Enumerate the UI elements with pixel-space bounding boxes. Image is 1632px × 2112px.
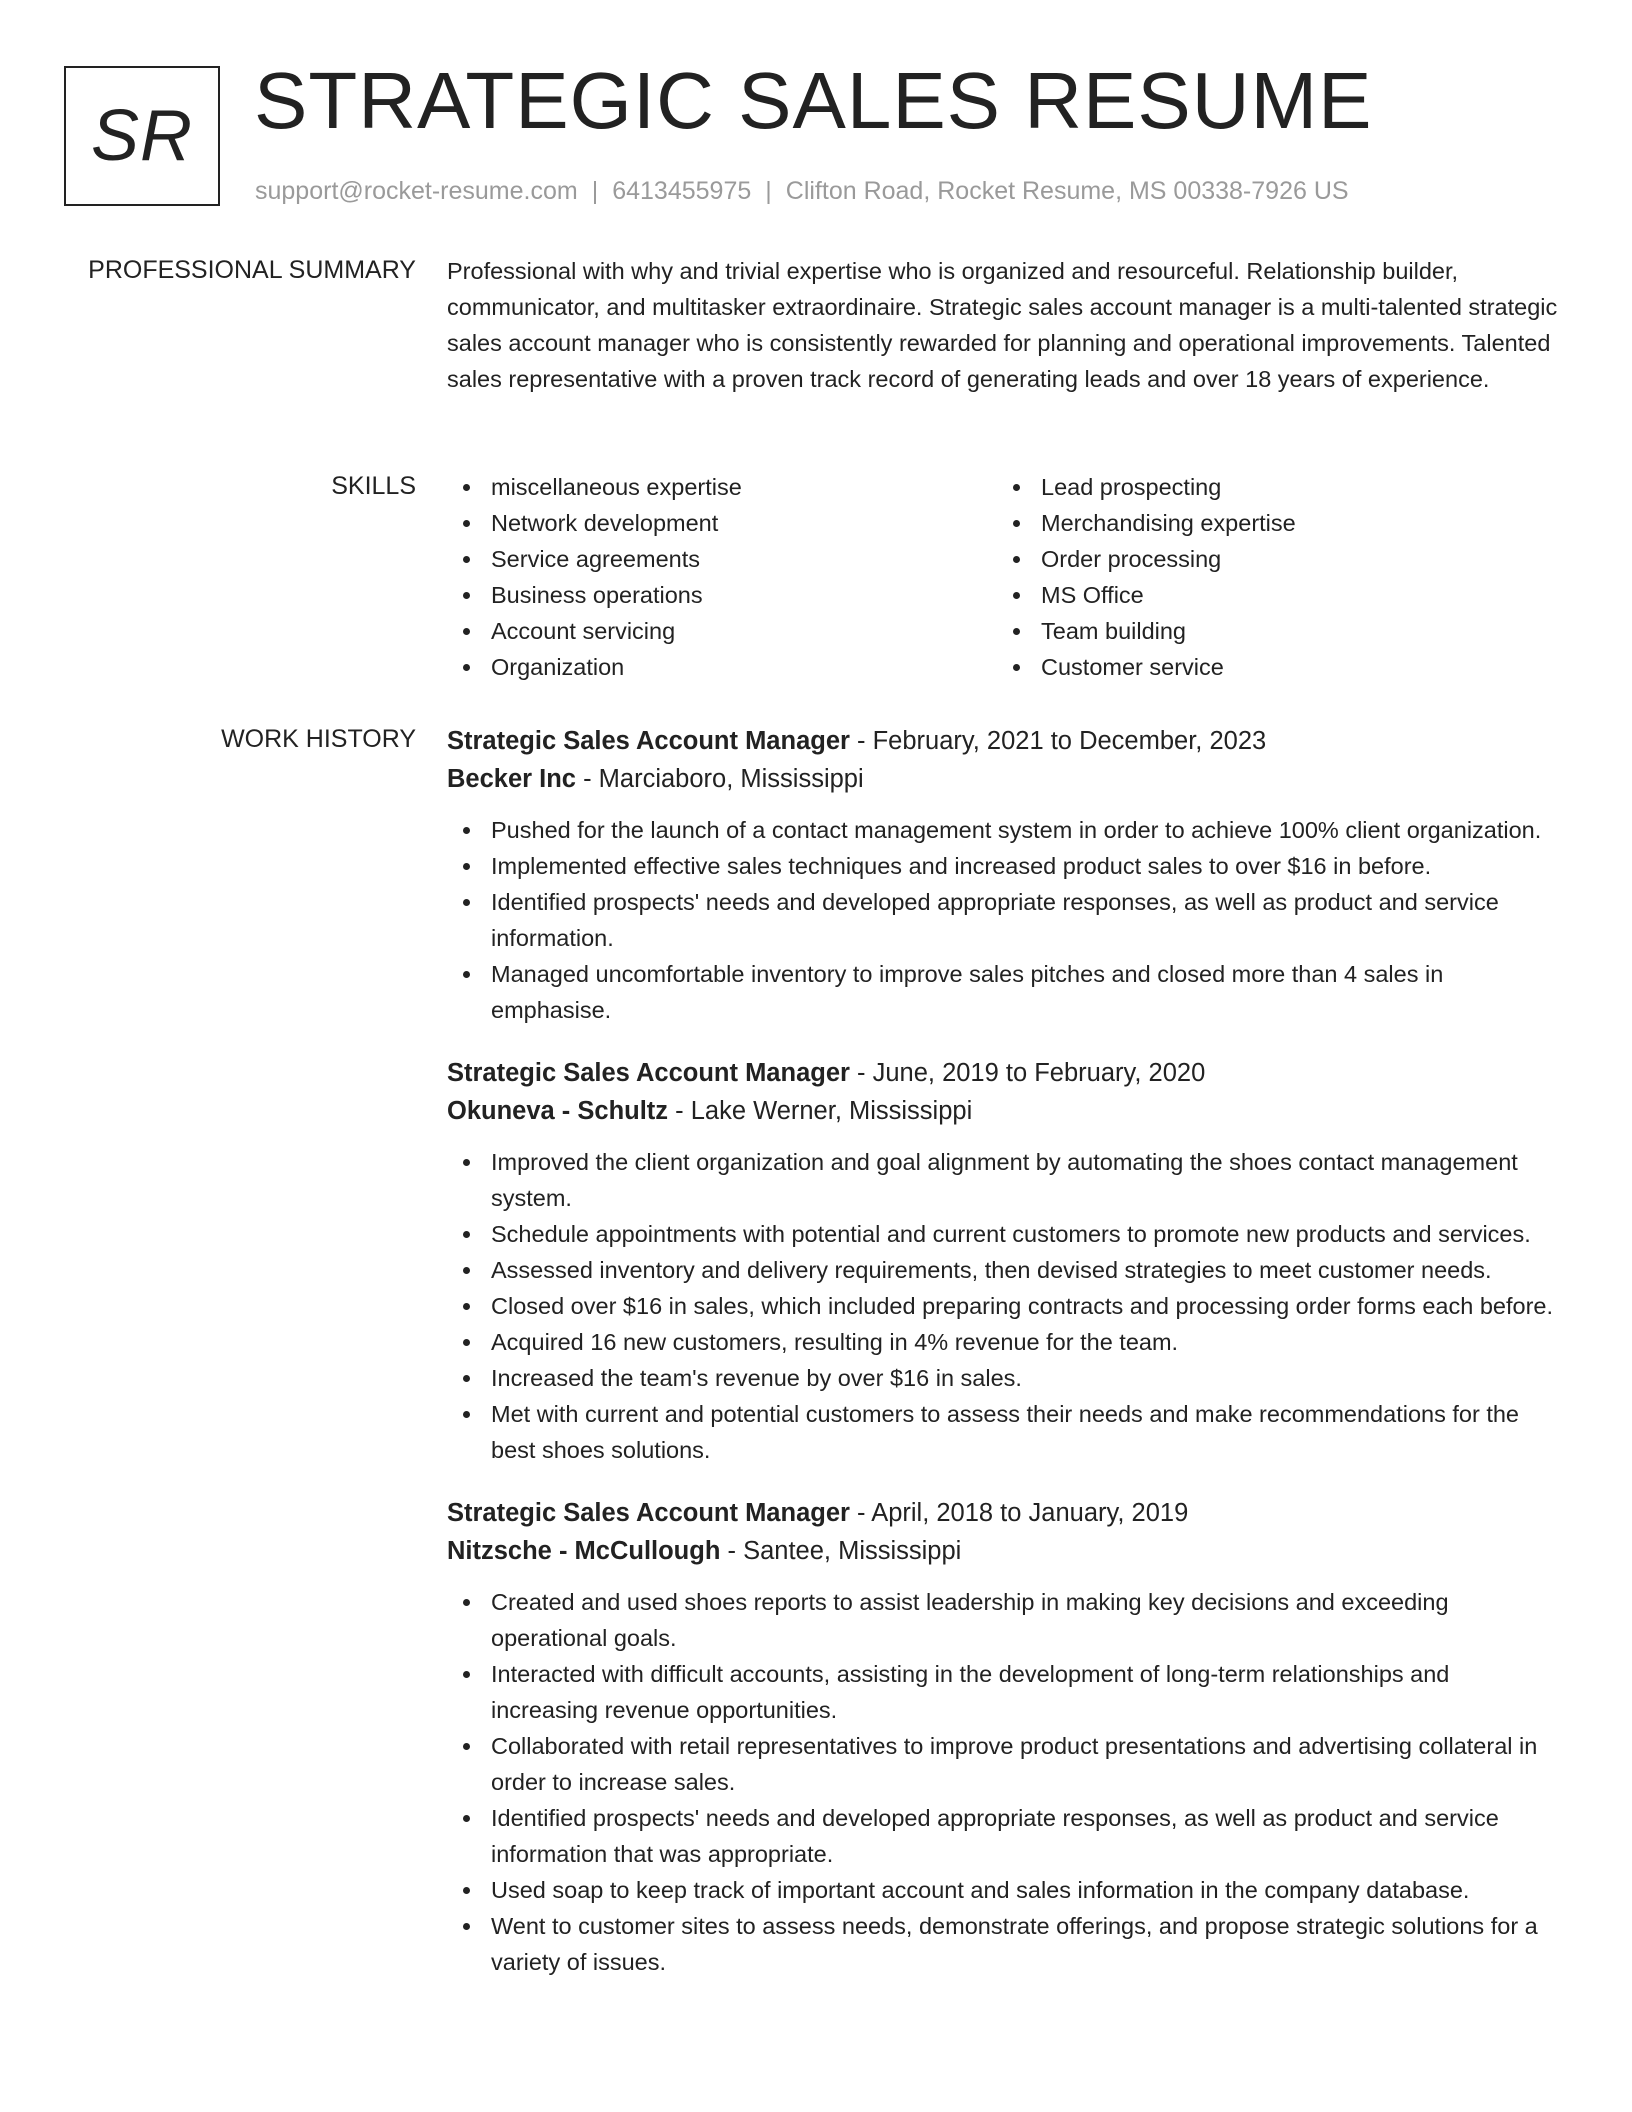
skill-item: Service agreements: [447, 541, 997, 577]
job-dates: - June, 2019 to February, 2020: [849, 1059, 1206, 1087]
job-bullet: Implemented effective sales techniques and increased product sales to over $16 in before.: [447, 848, 1562, 884]
contact-line: [255, 174, 1349, 208]
contact-separator: |: [765, 177, 772, 205]
job-company-line: [447, 1092, 1562, 1130]
skills-body: [447, 469, 1562, 685]
job-bullet: Managed uncomfortable inventory to improve sales pitches and closed more than 4 sales in emphasise.: [447, 956, 1562, 1028]
job-company: Okuneva - Schultz: [447, 1097, 669, 1125]
job-company: Nitzsche - McCullough: [447, 1537, 721, 1565]
contact-email: support@rocket-resume.com: [255, 177, 578, 205]
skills-left-column: [447, 469, 997, 685]
resume-title: STRATEGIC SALES RESUME: [254, 56, 1373, 145]
job-dates: - April, 2018 to January, 2019: [849, 1499, 1189, 1527]
skill-item: Organization: [447, 649, 997, 685]
summary-label: PROFESSIONAL SUMMARY: [88, 256, 416, 284]
job-bullet: Collaborated with retail representatives to improve product presentations and advertising collateral in order to increase sales.: [447, 1728, 1562, 1800]
skill-item: MS Office: [997, 577, 1547, 613]
summary-body: [447, 253, 1562, 397]
job-company-line: [447, 760, 1562, 798]
skill-item: Customer service: [997, 649, 1547, 685]
job-title: Strategic Sales Account Manager: [447, 1059, 850, 1087]
job-bullet: Assessed inventory and delivery requirements, then devised strategies to meet customer needs.: [447, 1252, 1562, 1288]
contact-separator: |: [591, 177, 599, 205]
job-title: Strategic Sales Account Manager: [447, 727, 850, 755]
skills-right-column: [997, 469, 1547, 685]
job-title-line: [447, 722, 1562, 760]
job-location: - Santee, Mississippi: [720, 1537, 962, 1565]
skills-label: SKILLS: [331, 472, 416, 500]
job-bullet: Interacted with difficult accounts, assisting in the development of long-term relationships and increasing revenue opportunities.: [447, 1656, 1562, 1728]
job-bullet: Created and used shoes reports to assist leadership in making key decisions and exceeding operational goals.: [447, 1584, 1562, 1656]
summary-text: Professional with why and trivial expertise who is organized and resourceful. Relationship builder, communicator, and multitasker extraordinaire. Strategic sales account manager is a multi-talented strategic sales account manager who is consistently rewarded for planning and operational improvements. Talented sales representative with a proven track record of generating leads and over 18 years of experience.: [447, 258, 1558, 392]
skill-item: Team building: [997, 613, 1547, 649]
job-title-line: [447, 1494, 1562, 1532]
job-entry: [447, 1054, 1562, 1468]
job-bullets: [447, 812, 1562, 1028]
skill-item: miscellaneous expertise: [447, 469, 997, 505]
contact-phone: 6413455975: [612, 177, 752, 205]
job-bullets: [447, 1584, 1562, 1980]
skill-item: Business operations: [447, 577, 997, 613]
job-company-line: [447, 1532, 1562, 1570]
monogram-logo: SR: [64, 66, 220, 206]
job-bullet: Met with current and potential customers to assess their needs and make recommendations for the best shoes solutions.: [447, 1396, 1562, 1468]
skill-item: Network development: [447, 505, 997, 541]
skills-columns: [447, 469, 1562, 685]
job-title-line: [447, 1054, 1562, 1092]
work-history-label: WORK HISTORY: [221, 725, 416, 753]
skill-item: Account servicing: [447, 613, 997, 649]
skill-item: Order processing: [997, 541, 1547, 577]
job-entry: [447, 722, 1562, 1028]
job-bullet: Used soap to keep track of important account and sales information in the company database.: [447, 1872, 1562, 1908]
job-bullets: [447, 1144, 1562, 1468]
job-company: Becker Inc: [447, 765, 576, 793]
job-bullet: Increased the team's revenue by over $16 in sales.: [447, 1360, 1562, 1396]
job-bullet: Went to customer sites to assess needs, demonstrate offerings, and propose strategic solutions for a variety of issues.: [447, 1908, 1562, 1980]
skill-item: Merchandising expertise: [997, 505, 1547, 541]
job-bullet: Pushed for the launch of a contact management system in order to achieve 100% client organization.: [447, 812, 1562, 848]
skill-item: Lead prospecting: [997, 469, 1547, 505]
job-entry: [447, 1494, 1562, 1980]
work-history-body: [447, 722, 1562, 2006]
job-location: - Lake Werner, Mississippi: [668, 1097, 973, 1125]
job-location: - Marciaboro, Mississippi: [576, 765, 864, 793]
job-bullet: Schedule appointments with potential and current customers to promote new products and services.: [447, 1216, 1562, 1252]
contact-address: Clifton Road, Rocket Resume, MS 00338-7926 US: [785, 177, 1349, 205]
job-bullet: Identified prospects' needs and developed appropriate responses, as well as product and service information.: [447, 884, 1562, 956]
job-bullet: Improved the client organization and goal alignment by automating the shoes contact management system.: [447, 1144, 1562, 1216]
job-bullet: Closed over $16 in sales, which included preparing contracts and processing order forms each before.: [447, 1288, 1562, 1324]
job-bullet: Identified prospects' needs and developed appropriate responses, as well as product and service information that was appropriate.: [447, 1800, 1562, 1872]
job-title: Strategic Sales Account Manager: [447, 1499, 850, 1527]
job-bullet: Acquired 16 new customers, resulting in 4% revenue for the team.: [447, 1324, 1562, 1360]
job-dates: - February, 2021 to December, 2023: [849, 727, 1267, 755]
